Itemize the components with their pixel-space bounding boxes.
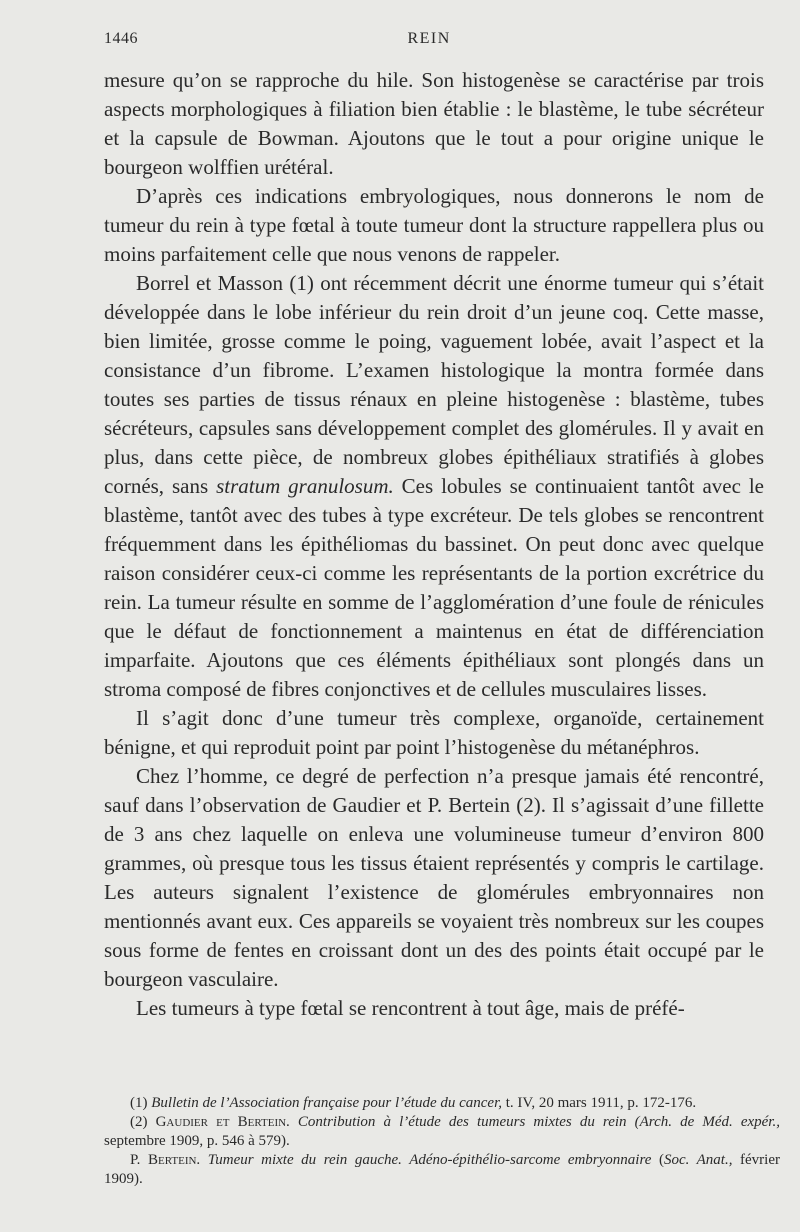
footnote-3-open: ( bbox=[651, 1152, 664, 1168]
footnote-1-rest: t. IV, 20 mars 1911, p. 172-176. bbox=[502, 1095, 697, 1111]
paragraph-4: Il s’agit donc d’une tumeur très complexe, organoïde, certainement bénigne, et qui reproduit point par point l’histogenèse du métanéphros. bbox=[104, 706, 764, 759]
paragraph-5: Chez l’homme, ce degré de perfection n’a presque jamais été rencontré, sauf dans l’observation de Gaudier et P. Bertein (2). Il s’agissait d’une fillette de 3 ans chez laquelle on enleva une volumineuse tumeur d’environ 800 grammes, où presque tous les tissus étaient représentés y compris le cartilage. Les auteurs signalent l’existence de glomérules embryonnaires non mentionnés avant eux. Ces appareils se voyaient très nombreux sur les coupes sous forme de fentes en croissant dont un des des points était occupé par le bourgeon vasculaire. bbox=[104, 764, 764, 991]
footnote-3 bbox=[104, 1151, 780, 1189]
footnote-2-authors: Gaudier et Bertein. bbox=[155, 1114, 290, 1130]
footnote-2-title: Contribution à l’étude des tumeurs mixtes du rein (Arch. de Méd. expér., bbox=[289, 1114, 780, 1130]
footnote-3-close: février 1909). bbox=[104, 1152, 780, 1187]
page-number: 1446 bbox=[104, 30, 138, 47]
paragraph-3-end: Ces lobules se continuaient tantôt avec le blastème, tantôt avec des tubes à type excréteur. De tels globes se rencontrent fréquemment dans les épithéliomas du bassinet. On peut donc avec quelque raison considérer ceux-ci comme les représentants de la portion excrétrice du rein. La tumeur résulte en somme de l’agglomération d’une foule de rénicules que le défaut de fonctionnement a maintenus en état de différenciation imparfaite. Ajoutons que ces éléments épithéliaux sont plongés dans un stroma composé de fibres conjonctives et de cellules musculaires lisses. bbox=[104, 474, 765, 701]
running-header bbox=[104, 30, 756, 58]
paragraph-3 bbox=[104, 269, 764, 704]
footnote-1-title: Bulletin de l’Association française pour l’étude du cancer, bbox=[151, 1095, 503, 1111]
paragraph-2: D’après ces indications embryologiques, nous donnerons le nom de tumeur du rein à type fœtal à toute tumeur dont la structure rappellera plus ou moins parfaitement celle que nous venons de rappeler. bbox=[104, 184, 764, 266]
footnote-3-author: P. Bertein. bbox=[130, 1152, 201, 1168]
footnote-1-number: (1) bbox=[130, 1095, 152, 1111]
footnote-2-number: (2) bbox=[130, 1114, 156, 1130]
footnote-1 bbox=[104, 1094, 780, 1113]
running-title: REIN bbox=[407, 30, 451, 47]
footnote-3-journal: Soc. Anat., bbox=[663, 1152, 733, 1168]
body-text bbox=[104, 66, 764, 1023]
footnote-3-title: Tumeur mixte du rein gauche. Adéno-épithélio-sarcome embryonnaire bbox=[200, 1152, 652, 1168]
paragraph-6: Les tumeurs à type fœtal se rencontrent à tout âge, mais de préfé- bbox=[136, 996, 685, 1020]
paragraph-3-start: Borrel et Masson (1) ont récemment décrit une énorme tumeur qui s’était développée dans le lobe inférieur du rein droit d’un jeune coq. Cette masse, bien limitée, grosse comme le poing, vaguement lobée, avait l’aspect et la consistance d’un fibrome. L’examen histologique la montra formée dans toutes ses parties de tissus rénaux en pleine histogenèse : blastème, tubes sécréteurs, capsules sans développement complet des glomérules. Il y avait en plus, dans cette pièce, de nombreux globes épithéliaux stratifiés à globes cornés, sans bbox=[104, 271, 764, 498]
footnote-2-rest: septembre 1909, p. 546 à 579). bbox=[104, 1133, 290, 1149]
footnotes bbox=[104, 1094, 780, 1189]
footnote-2 bbox=[104, 1113, 780, 1151]
paragraph-3-italic: stratum granulosum. bbox=[216, 474, 394, 498]
paragraph-1: mesure qu’on se rapproche du hile. Son histogenèse se caractérise par trois aspects morphologiques à filiation bien établie : le blastème, le tube sécréteur et la capsule de Bowman. Ajoutons que le tout a pour origine unique le bourgeon wolffien urétéral. bbox=[104, 68, 764, 179]
